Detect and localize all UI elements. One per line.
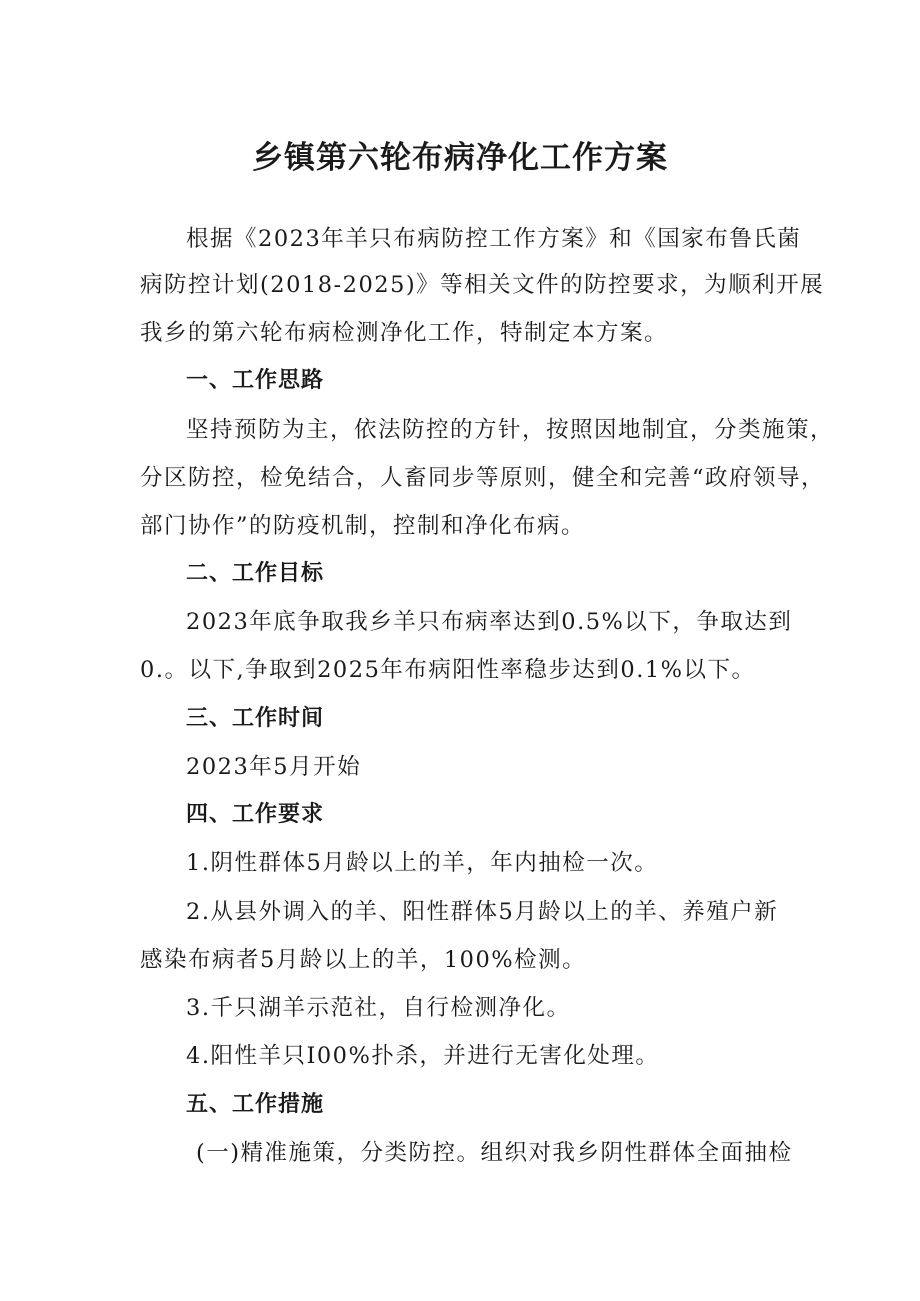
requirement-item-2-cont: 感染布病者5月龄以上的羊，100%检测。 — [140, 947, 587, 973]
section-heading-1: 一、工作思路 — [186, 368, 325, 393]
section-3-line-1: 2023年5月开始 — [186, 754, 362, 780]
requirement-item-3: 3.千只湖羊示范社，自行检测净化。 — [186, 995, 571, 1021]
section-heading-4: 四、工作要求 — [186, 802, 325, 827]
requirement-item-1: 1.阴性群体5月龄以上的羊，年内抽检一次。 — [186, 850, 659, 876]
section-1-line-3: 部门协作”的防疫机制，控制和净化布病。 — [140, 513, 586, 539]
section-2-line-1: 2023年底争取我乡羊只布病率达到0.5%以下，争取达到 — [186, 609, 793, 635]
requirement-item-2: 2.从县外调入的羊、阳性群体5月龄以上的羊、养殖户新 — [186, 899, 779, 925]
section-1-line-1: 坚持预防为主，依法防控的方针，按照因地制宜，分类施策， — [186, 417, 835, 443]
section-5-line-1: (一)精准施策，分类防控。组织对我乡阴性群体全面抽检 — [196, 1140, 793, 1166]
section-2-line-2: 0.。以下,争取到2025年布病阳性率稳步达到0.1%以下。 — [140, 657, 756, 683]
intro-line-3: 我乡的第六轮布病检测净化工作，特制定本方案。 — [140, 320, 669, 346]
section-heading-5: 五、工作措施 — [186, 1092, 325, 1117]
section-heading-2: 二、工作目标 — [186, 561, 325, 586]
section-1-line-2: 分区防控，检免结合，人畜同步等原则，健全和完善“政府领导， — [140, 465, 826, 491]
document-title: 乡镇第六轮布病净化工作方案 — [252, 140, 668, 176]
requirement-item-4: 4.阳性羊只I00%扑杀，并进行无害化处理。 — [186, 1043, 660, 1069]
intro-line-1: 根据《2023年羊只布病防控工作方案》和《国家布鲁氏菌 — [186, 226, 802, 252]
section-heading-3: 三、工作时间 — [186, 706, 325, 731]
intro-line-2: 病防控计划(2018-2025)》等相关文件的防控要求，为顺利开展 — [140, 272, 825, 298]
